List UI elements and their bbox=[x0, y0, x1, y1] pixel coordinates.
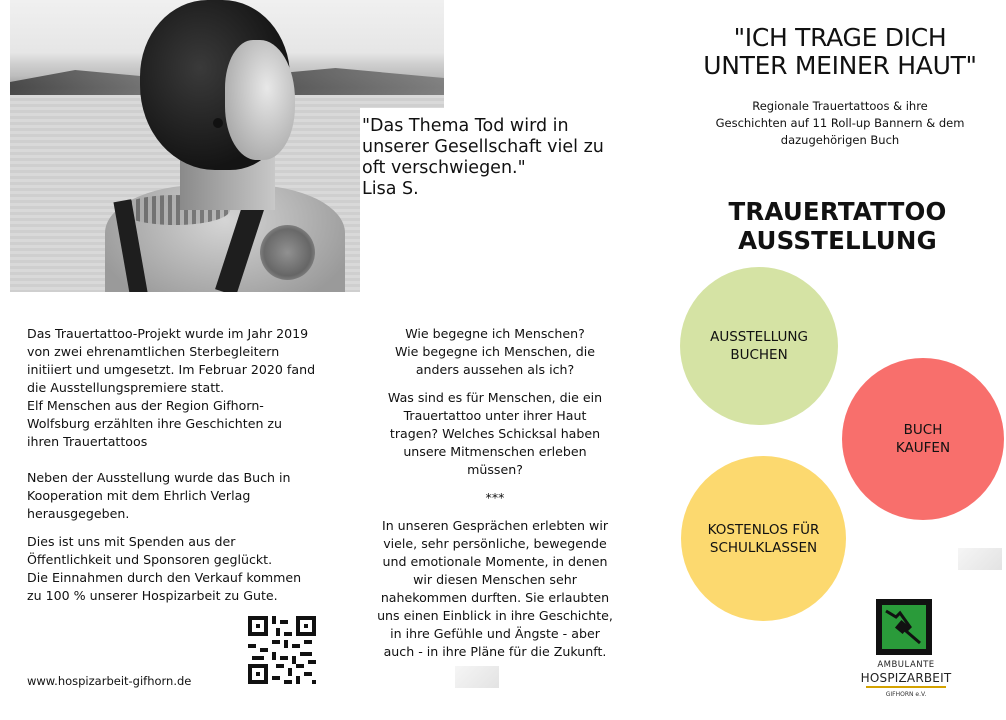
project-paragraph-3: Dies ist uns mit Spenden aus der Öffentlichkeit und Sponsoren geglückt. Die Einnahmen durch den Verkauf kommen zu 100 % unserer Hospizarbeit zu Gute. bbox=[27, 534, 302, 603]
project-paragraph-1: Das Trauertattoo-Projekt wurde im Jahr 2019 von zwei ehrenamtlichen Sterbegleitern initiiert und umgesetzt. Im Februar 2020 fand die Ausstellungspremiere statt. Elf Menschen aus der Region Gifhorn- Wolfsburg erzählten ihre Geschichten zu ihren Trauertattoos bbox=[27, 326, 316, 449]
logo-line-3: GIFHORN e.V. bbox=[885, 691, 927, 698]
free-for-schools-label: KOSTENLOS FÜR SCHULKLASSEN bbox=[707, 521, 820, 556]
separator-stars: *** bbox=[485, 490, 505, 505]
reflection-paragraph-1: Wie begegne ich Menschen? Wie begegne ich Menschen, die anders aussehen als ich? bbox=[394, 326, 596, 377]
book-exhibition-button[interactable] bbox=[680, 267, 838, 425]
website-link[interactable]: www.hospizarbeit-gifhorn.de bbox=[27, 674, 192, 688]
quote-block bbox=[362, 116, 612, 200]
project-paragraph-2: Neben der Ausstellung wurde das Buch in Kooperation mit dem Ehrlich Verlag herausgegeben. bbox=[27, 470, 291, 521]
project-description bbox=[27, 325, 337, 605]
woman-face bbox=[225, 40, 295, 160]
earring bbox=[213, 118, 223, 128]
logo-green-field bbox=[882, 605, 926, 649]
buy-book-button[interactable] bbox=[842, 358, 1004, 520]
qr-code-icon[interactable] bbox=[248, 616, 316, 684]
reflection-paragraph-2: Was sind es für Menschen, die ein Trauertattoo unter ihrer Haut tragen? Welches Schicksal haben unsere Mitmenschen erleben müssen? bbox=[387, 390, 603, 477]
paper-scrap bbox=[455, 666, 499, 688]
logo-line-1: AMBULANTE bbox=[877, 660, 935, 670]
quote-text: "Das Thema Tod wird in unserer Gesellschaft viel zu oft verschwiegen." bbox=[362, 116, 604, 178]
subtitle: Regionale Trauertattoos & ihre Geschichten auf 11 Roll-up Bannern & dem dazugehörigen Buch bbox=[715, 99, 965, 147]
reflection-paragraph-3: In unseren Gesprächen erlebten wir viele, sehr persönliche, bewegende und emotionale Momente, in denen wir diesen Menschen sehr nahekommen durften. Sie erlaubten uns einen Einblick in ihre Geschichte, in ihre Gefühle und Ängste - aber auch - in ihre Pläne für die Zukunft. bbox=[377, 518, 613, 659]
book-exhibition-label: AUSSTELLUNG BUCHEN bbox=[710, 329, 808, 363]
reflection-text bbox=[360, 325, 630, 671]
buy-book-label: BUCH KAUFEN bbox=[895, 422, 951, 456]
arm-tattoo bbox=[260, 225, 315, 280]
logo-underline bbox=[866, 686, 946, 688]
page-title: "ICH TRAGE DICH UNTER MEINER HAUT" bbox=[703, 23, 977, 80]
paper-scrap bbox=[958, 548, 1002, 570]
exhibition-heading: TRAUERTATTOO AUSSTELLUNG bbox=[728, 197, 947, 255]
free-for-schools-button[interactable] bbox=[681, 456, 846, 621]
logo-line-2: HOSPIZARBEIT bbox=[860, 671, 952, 685]
quote-author: Lisa S. bbox=[362, 179, 419, 199]
